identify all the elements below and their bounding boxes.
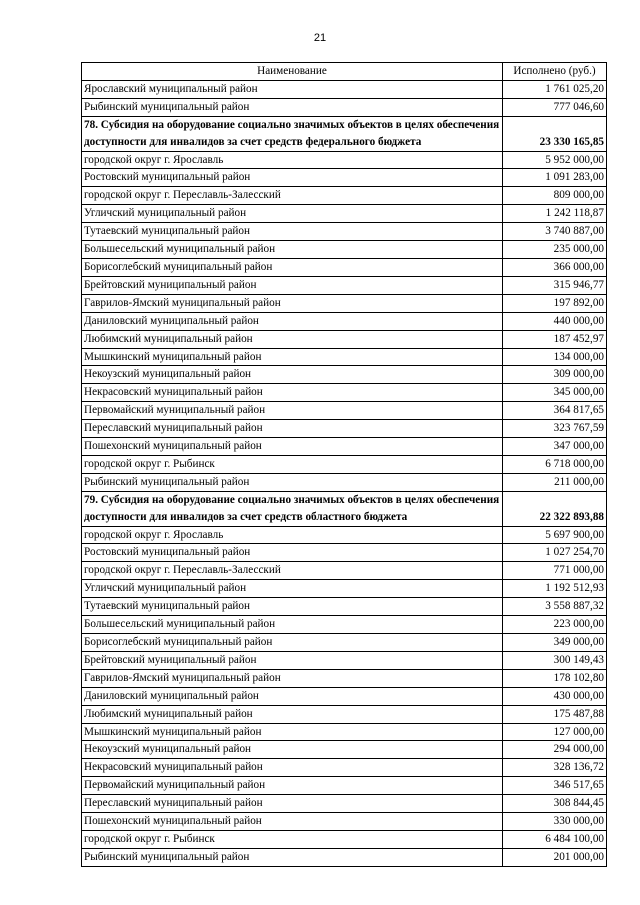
row-name: Рыбинский муниципальный район [82,473,503,491]
row-amount: 6 484 100,00 [503,830,607,848]
budget-table [81,62,607,867]
table-row [82,580,607,598]
table-row [82,830,607,848]
row-name: Ростовский муниципальный район [82,169,503,187]
row-amount: 223 000,00 [503,616,607,634]
table-row [82,544,607,562]
row-name: Рыбинский муниципальный район [82,848,503,866]
row-name: Любимский муниципальный район [82,705,503,723]
row-amount: 178 102,80 [503,669,607,687]
table-row [82,473,607,491]
row-name: Пошехонский муниципальный район [82,438,503,456]
row-amount: 187 452,97 [503,330,607,348]
row-amount: 3 558 887,32 [503,598,607,616]
column-header-name: Наименование [82,63,503,81]
table-row [82,795,607,813]
row-amount: 309 000,00 [503,366,607,384]
section-row [82,116,607,151]
row-name: Брейтовский муниципальный район [82,276,503,294]
row-amount: 294 000,00 [503,741,607,759]
row-name: Первомайский муниципальный район [82,402,503,420]
row-name: Некоузский муниципальный район [82,366,503,384]
row-name: Мышкинский муниципальный район [82,723,503,741]
row-name: Переславский муниципальный район [82,420,503,438]
row-name: Некрасовский муниципальный район [82,384,503,402]
section-amount: 23 330 165,85 [503,116,607,151]
section-title: 79. Субсидия на оборудование социально значимых объектов в целях обеспечения доступности для инвалидов за счет средств областного бюджета [82,491,503,526]
row-name: городской округ г. Ярославль [82,526,503,544]
row-amount: 328 136,72 [503,759,607,777]
row-amount: 127 000,00 [503,723,607,741]
table-row [82,777,607,795]
row-name: Рыбинский муниципальный район [82,98,503,116]
row-name: Мышкинский муниципальный район [82,348,503,366]
row-name: Любимский муниципальный район [82,330,503,348]
table-row [82,80,607,98]
table-row [82,402,607,420]
row-amount: 235 000,00 [503,241,607,259]
row-name: Некрасовский муниципальный район [82,759,503,777]
table-row [82,348,607,366]
row-name: городской округ г. Переславль-Залесский [82,187,503,205]
row-amount: 347 000,00 [503,438,607,456]
table-row [82,759,607,777]
row-name: Большесельский муниципальный район [82,616,503,634]
row-name: Некоузский муниципальный район [82,741,503,759]
row-amount: 771 000,00 [503,562,607,580]
row-amount: 364 817,65 [503,402,607,420]
row-amount: 323 767,59 [503,420,607,438]
row-amount: 3 740 887,00 [503,223,607,241]
row-name: Первомайский муниципальный район [82,777,503,795]
table-row [82,634,607,652]
row-name: городской округ г. Ярославль [82,151,503,169]
row-amount: 201 000,00 [503,848,607,866]
row-name: городской округ г. Рыбинск [82,830,503,848]
row-name: Гаврилов-Ямский муниципальный район [82,294,503,312]
table-row [82,455,607,473]
row-amount: 5 697 900,00 [503,526,607,544]
table-row [82,438,607,456]
row-amount: 777 046,60 [503,98,607,116]
table-row [82,384,607,402]
row-amount: 300 149,43 [503,651,607,669]
row-amount: 1 242 118,87 [503,205,607,223]
row-amount: 345 000,00 [503,384,607,402]
row-amount: 197 892,00 [503,294,607,312]
table-row [82,669,607,687]
row-amount: 330 000,00 [503,813,607,831]
table-row [82,813,607,831]
row-amount: 349 000,00 [503,634,607,652]
row-amount: 366 000,00 [503,258,607,276]
row-amount: 175 487,88 [503,705,607,723]
table-row [82,276,607,294]
section-row [82,491,607,526]
table-row [82,526,607,544]
row-amount: 6 718 000,00 [503,455,607,473]
table-row [82,420,607,438]
row-name: Угличский муниципальный район [82,205,503,223]
row-amount: 315 946,77 [503,276,607,294]
table-row [82,705,607,723]
row-name: Даниловский муниципальный район [82,687,503,705]
row-amount: 1 192 512,93 [503,580,607,598]
row-amount: 134 000,00 [503,348,607,366]
row-name: Брейтовский муниципальный район [82,651,503,669]
row-name: Пошехонский муниципальный район [82,813,503,831]
table-row [82,562,607,580]
row-amount: 308 844,45 [503,795,607,813]
section-title: 78. Субсидия на оборудование социально значимых объектов в целях обеспечения доступности для инвалидов за счет средств федерального бюджета [82,116,503,151]
table-row [82,330,607,348]
table-row [82,98,607,116]
row-name: Тутаевский муниципальный район [82,598,503,616]
row-amount: 1 761 025,20 [503,80,607,98]
section-amount: 22 322 893,88 [503,491,607,526]
table-body [82,80,607,866]
table-row [82,723,607,741]
table-row [82,258,607,276]
table-row [82,651,607,669]
table-row [82,687,607,705]
row-name: городской округ г. Переславль-Залесский [82,562,503,580]
table-row [82,848,607,866]
row-amount: 430 000,00 [503,687,607,705]
table-row [82,187,607,205]
row-name: Ярославский муниципальный район [82,80,503,98]
table-row [82,312,607,330]
row-name: Даниловский муниципальный район [82,312,503,330]
row-amount: 1 027 254,70 [503,544,607,562]
table-row [82,241,607,259]
table-row [82,151,607,169]
row-name: Ростовский муниципальный район [82,544,503,562]
row-amount: 346 517,65 [503,777,607,795]
table-row [82,741,607,759]
page-number: 21 [313,32,327,44]
row-name: Гаврилов-Ямский муниципальный район [82,669,503,687]
row-name: Борисоглебский муниципальный район [82,634,503,652]
row-name: Тутаевский муниципальный район [82,223,503,241]
table-row [82,616,607,634]
table-row [82,169,607,187]
row-amount: 211 000,00 [503,473,607,491]
table-row [82,294,607,312]
table-row [82,205,607,223]
row-name: городской округ г. Рыбинск [82,455,503,473]
row-amount: 440 000,00 [503,312,607,330]
table-row [82,598,607,616]
row-name: Борисоглебский муниципальный район [82,258,503,276]
row-name: Переславский муниципальный район [82,795,503,813]
row-name: Угличский муниципальный район [82,580,503,598]
table-header-row [82,63,607,81]
table-row [82,366,607,384]
column-header-amount: Исполнено (руб.) [503,63,607,81]
row-amount: 1 091 283,00 [503,169,607,187]
row-amount: 809 000,00 [503,187,607,205]
row-name: Большесельский муниципальный район [82,241,503,259]
table-row [82,223,607,241]
row-amount: 5 952 000,00 [503,151,607,169]
